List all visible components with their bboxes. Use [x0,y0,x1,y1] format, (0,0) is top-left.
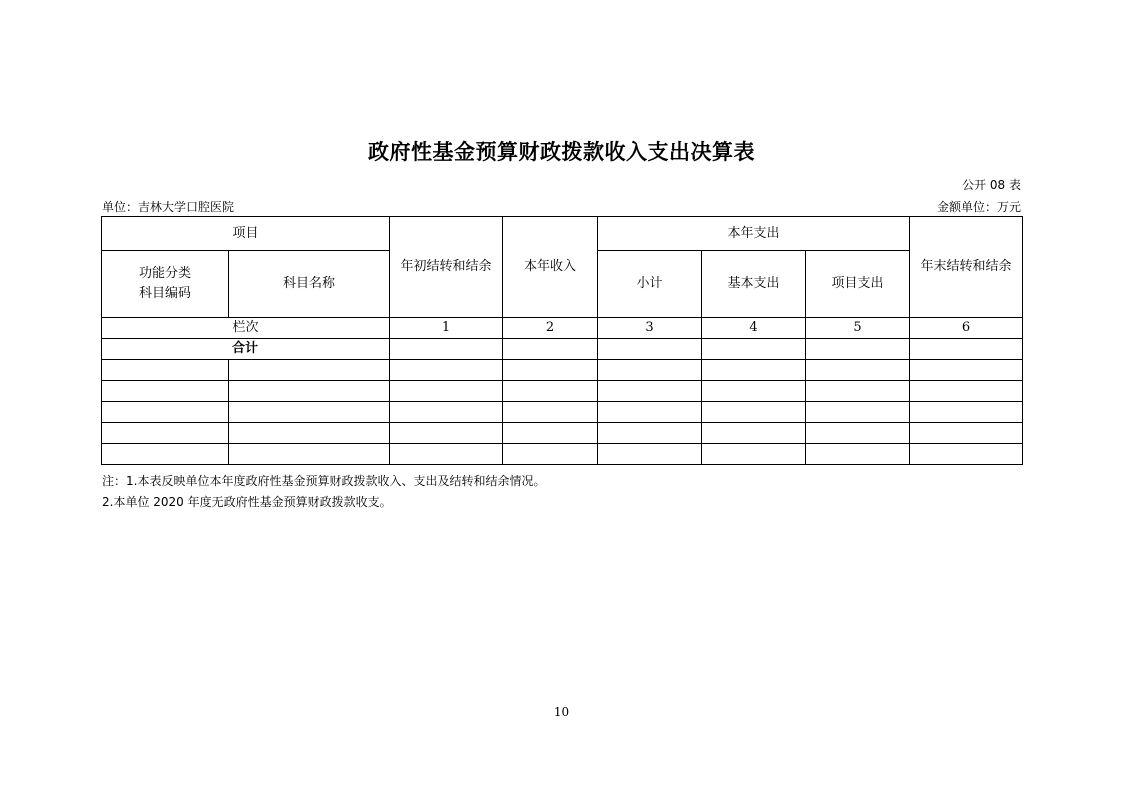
table-row [102,381,1023,402]
form-number: 公开 08 表 [962,178,1021,192]
header-project-expense: 项目支出 [806,251,910,318]
note-line-2: 2.本单位 2020 年度无政府性基金预算财政拨款收支。 [102,495,392,509]
header-function-code: 功能分类 科目编码 [102,251,229,318]
table-row [102,402,1023,423]
header-income: 本年收入 [503,217,598,318]
header-closing-balance: 年末结转和结余 [910,217,1023,318]
table-row [102,444,1023,465]
unit-label: 单位：吉林大学口腔医院 [102,200,235,214]
column-1: 1 [390,318,503,339]
page-title: 政府性基金预算财政拨款收入支出决算表 [368,139,755,164]
column-4: 4 [702,318,806,339]
note-line-1: 注：1.本表反映单位本年度政府性基金预算财政拨款收入、支出及结转和结余情况。 [102,474,546,488]
header-basic-expense: 基本支出 [702,251,806,318]
table-row [102,360,1023,381]
total-label: 合计 [102,339,390,360]
column-5: 5 [806,318,910,339]
column-label: 栏次 [102,318,390,339]
header-item: 项目 [102,217,390,251]
column-2: 2 [503,318,598,339]
table-row [102,423,1023,444]
column-3: 3 [598,318,702,339]
page-number: 10 [553,705,570,719]
budget-table [101,216,1023,465]
column-6: 6 [910,318,1023,339]
column-number-row [102,318,1023,339]
header-expense: 本年支出 [598,217,910,251]
header-opening-balance: 年初结转和结余 [390,217,503,318]
total-row [102,339,1023,360]
header-subject-name: 科目名称 [229,251,390,318]
money-unit-label: 金额单位：万元 [936,200,1021,214]
header-subtotal: 小计 [598,251,702,318]
